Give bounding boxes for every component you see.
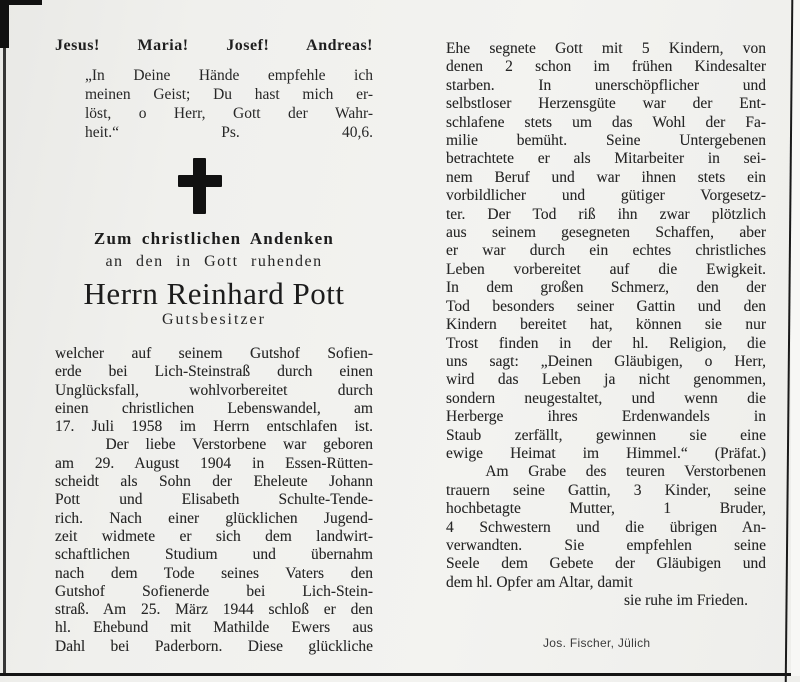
text-line: Ehe segnete Gott mit 5 Kindern, von — [446, 40, 766, 57]
psalm-quote — [85, 66, 373, 142]
scan-edge-bottom — [0, 673, 800, 676]
text-line: hochbetagte Mutter, 1 Bruder, — [446, 500, 766, 518]
text-line: zeit widmete er sich dem landwirt- — [55, 527, 373, 545]
text-line: rich. Nach einer glücklichen Jugend- — [55, 509, 373, 527]
text-line: verwandten. Sie empfehlen seine — [446, 536, 766, 554]
text-line: Pott und Elisabeth Schulte-Tende- — [55, 491, 373, 509]
text-line: Tod besonders seiner Gattin und den — [446, 297, 766, 315]
text-line: selbstloser Herzensgüte war der Ent- — [446, 95, 766, 113]
scan-edge-left — [3, 0, 6, 676]
text-line: er war durch ein echtes christliches — [446, 242, 766, 260]
text-line: einen christlichen Lebenswandel, am — [55, 399, 373, 417]
text-line: Gutshof Sofienerde bei Lich-Stein- — [55, 582, 373, 600]
text-line: Kindern bereitet hat, können sie nur — [446, 316, 766, 334]
text-line: sondern neugestaltet, und wenn die — [446, 389, 766, 407]
text-line: hl. Ehebund mit Mathilde Ewers aus — [55, 619, 373, 637]
text-line: „In Deine Hände empfehle ich — [85, 67, 373, 84]
text-line: am 29. August 1904 in Essen-Rütten- — [55, 454, 373, 472]
text-line: erde bei Lich-Steinstraß durch einen — [55, 363, 373, 381]
text-line: löst, o Herr, Gott der Wahr- — [85, 105, 373, 122]
text-line: Leben vorbereitet auf die Ewigkeit. — [446, 260, 766, 278]
memorial-subheading: an den in Gott ruhenden — [105, 253, 323, 270]
text-line: heit.“ Ps. 40,6. — [85, 124, 373, 141]
text-line: denen 2 schon im frühen Kindesalter — [446, 58, 766, 76]
text-line: milie bemüht. Seine Untergebenen — [446, 132, 766, 150]
text-line: ter. Der Tod riß ihn zwar plötzlich — [446, 205, 766, 223]
text-line: Unglücksfall, wohlvorbereitet durch — [55, 381, 373, 399]
printer-imprint: Jos. Fischer, Jülich — [543, 636, 651, 650]
text-line: straß. Am 25. März 1944 schloß er den — [55, 601, 373, 619]
text-line: nem Beruf und war ihnen stets ein — [446, 168, 766, 186]
text-line: vorbildlicher und gütiger Vorgesetz- — [446, 187, 766, 205]
deceased-name: Herrn Reinhard Pott — [83, 276, 345, 311]
memorial-heading: Zum christlichen Andenken — [93, 229, 335, 248]
scan-corner-top-left-horizontal — [0, 0, 42, 5]
text-line: 4 Schwestern und die übrigen An- — [446, 518, 766, 536]
cross-horizontal-bar — [178, 175, 222, 187]
text-line: schlafene stets um das Wohl der Fa- — [446, 113, 766, 131]
text-line: Jesus! Maria! Josef! Andreas! — [55, 37, 373, 54]
text-line: trauern seine Gattin, 3 Kinder, seine — [446, 481, 766, 499]
text-line: Herberge ihres Erdenwandels in — [446, 408, 766, 426]
text-line: Trost finden in der hl. Religion, die — [446, 334, 766, 352]
text-line: Staub zerfällt, gewinnen sie eine — [446, 426, 766, 444]
cross-icon — [178, 158, 222, 214]
left-page — [55, 36, 373, 656]
right-page — [446, 40, 766, 611]
text-line: wird das Leben ja nicht genommen, — [446, 371, 766, 389]
text-line: uns sagt: „Deinen Gläubigen, o Herr, — [446, 352, 766, 370]
text-line: dem hl. Opfer am Altar, damit — [446, 573, 633, 591]
text-line: sie ruhe im Frieden. — [624, 592, 748, 610]
invocation-line — [55, 36, 373, 56]
text-line: In dem großen Schmerz, den der — [446, 279, 766, 297]
text-line: Dahl bei Paderborn. Diese glückliche — [55, 637, 373, 655]
obituary-paragraph-1 — [55, 345, 373, 436]
text-line: schaftlichen Studium und übernahm — [55, 546, 373, 564]
text-line: welcher auf seinem Gutshof Sofien- — [55, 345, 373, 362]
text-line: scheidt als Sohn der Eheleute Johann — [55, 473, 373, 491]
text-line: starben. In unerschöpflicher und — [446, 76, 766, 94]
text-line: Der liebe Verstorbene war geboren — [55, 436, 373, 454]
text-line: Am Grabe des teuren Verstorbenen — [446, 463, 766, 481]
text-line: Seele dem Gebete der Gläubigen und — [446, 555, 766, 573]
deceased-title: Gutsbesitzer — [162, 311, 266, 328]
scan-margin-right — [791, 0, 800, 676]
text-line: ewige Heimat im Himmel.“ (Präfat.) — [446, 444, 766, 462]
text-line: meinen Geist; Du hast mich er- — [85, 86, 373, 103]
text-line: betrachtete er als Mitarbeiter in sei- — [446, 150, 766, 168]
scan-corner-top-left-vertical — [0, 0, 9, 48]
obituary-paragraph-3 — [446, 40, 766, 463]
text-line: 17. Juli 1958 im Herrn entschlafen ist. — [55, 418, 373, 436]
text-line: aus seinem gesegneten Schaffen, aber — [446, 224, 766, 242]
cross-icon-wrap — [55, 158, 373, 214]
obituary-paragraph-4 — [446, 463, 766, 610]
text-line: nach dem Tode seines Vaters den — [55, 564, 373, 582]
obituary-paragraph-2 — [55, 436, 373, 656]
